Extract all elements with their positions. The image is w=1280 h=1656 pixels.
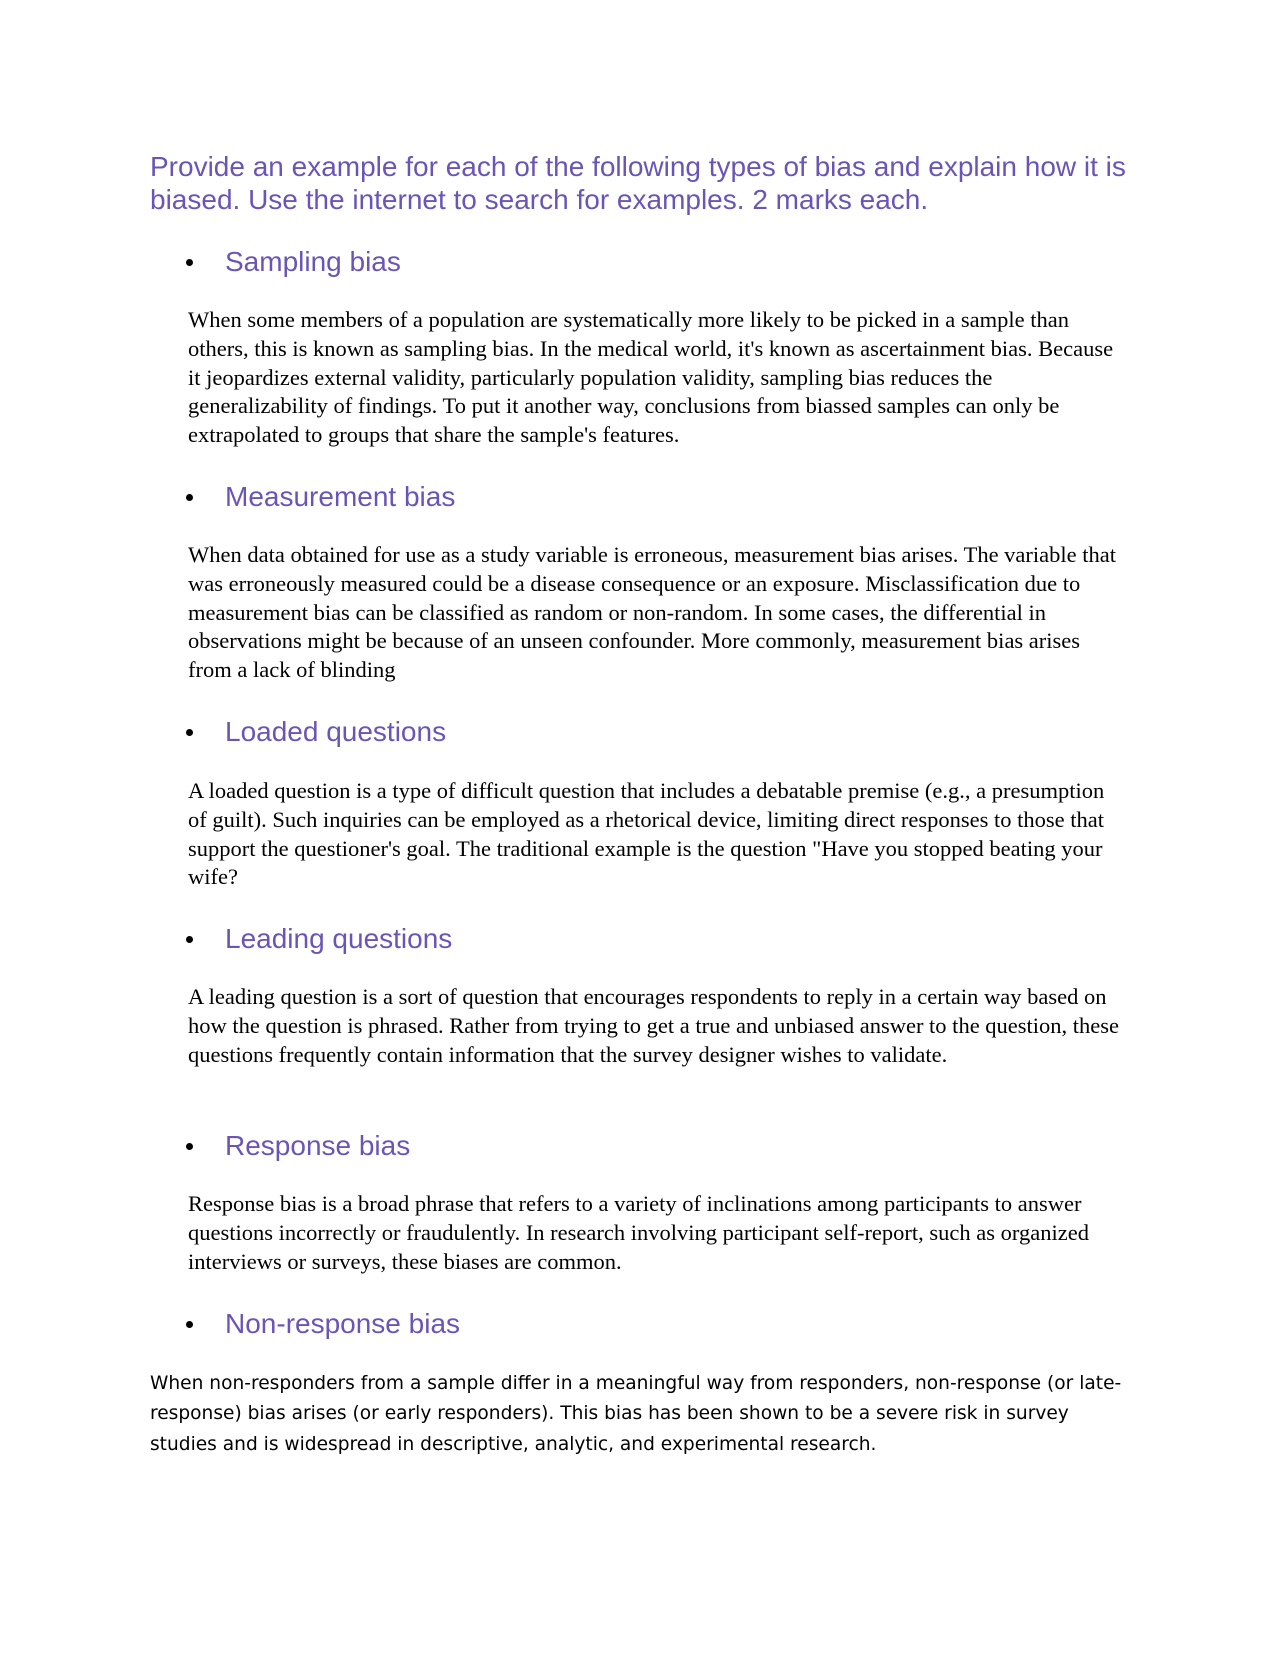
section-body-non-response-bias: When non-responders from a sample differ in a meaningful way from responders, non-response (or late-response) bias arises (or early responders). This bias has been shown to be a severe risk in survey studies and is widespread in descriptive, analytic, and experimental research. — [150, 1373, 1122, 1455]
section-title: Loaded questions — [225, 716, 447, 747]
bullet-icon — [186, 729, 193, 736]
section-heading-non-response-bias — [0, 1306, 1280, 1346]
section-title: Measurement bias — [225, 481, 456, 512]
section-body-sampling-bias: When some members of a population are systematically more likely to be picked in a sample than others, this is known as sampling bias. In the medical world, it's known as ascertainment bias. Because it jeopardizes external validity, particularly population validity, sampling bias reduces the generalizability of findings. To put it another way, conclusions from biassed samples can only be extrapolated to groups that share the sample's features. — [188, 307, 1114, 448]
assignment-prompt: Provide an example for each of the following types of bias and explain how it is biased. Use the internet to search for examples. 2 marks each. — [150, 151, 1126, 215]
section-body-leading-questions: A leading question is a sort of question that encourages respondents to reply in a certain way based on how the question is phrased. Rather from trying to get a true and unbiased answer to the question, these questions frequently contain information that the survey designer wishes to validate. — [188, 984, 1120, 1067]
section-body-measurement-bias: When data obtained for use as a study variable is erroneous, measurement bias arises. The variable that was erroneously measured could be a disease consequence or an exposure. Misclassification due to measurement bias can be classified as random or non-random. In some cases, the differential in observations might be because of an unseen confounder. More commonly, measurement bias arises from a lack of blinding — [188, 542, 1117, 683]
section-body-response-bias: Response bias is a broad phrase that refers to a variety of inclinations among participants to answer questions incorrectly or fraudulently. In research involving participant self-report, such as organized interviews or surveys, these biases are common. — [188, 1191, 1089, 1274]
section-body-loaded-questions: A loaded question is a type of difficult question that includes a debatable premise (e.g., a presumption of guilt). Such inquiries can be employed as a rhetorical device, limiting direct responses to those that support the questioner's goal. The traditional example is the question "Have you stopped beating your wife? — [188, 778, 1105, 890]
bullet-icon — [186, 259, 193, 266]
section-title: Sampling bias — [225, 246, 401, 277]
section-title: Response bias — [225, 1130, 411, 1161]
section-heading-leading-questions — [0, 921, 1280, 961]
section-heading-response-bias — [0, 1128, 1280, 1168]
bullet-icon — [186, 1143, 193, 1150]
bullet-icon — [186, 494, 193, 501]
section-heading-sampling-bias — [0, 244, 1280, 284]
bullet-icon — [186, 1321, 193, 1328]
section-title: Leading questions — [225, 923, 453, 954]
section-title: Non-response bias — [225, 1308, 461, 1339]
section-heading-measurement-bias — [0, 479, 1280, 519]
section-heading-loaded-questions — [0, 714, 1280, 754]
bullet-icon — [186, 936, 193, 943]
